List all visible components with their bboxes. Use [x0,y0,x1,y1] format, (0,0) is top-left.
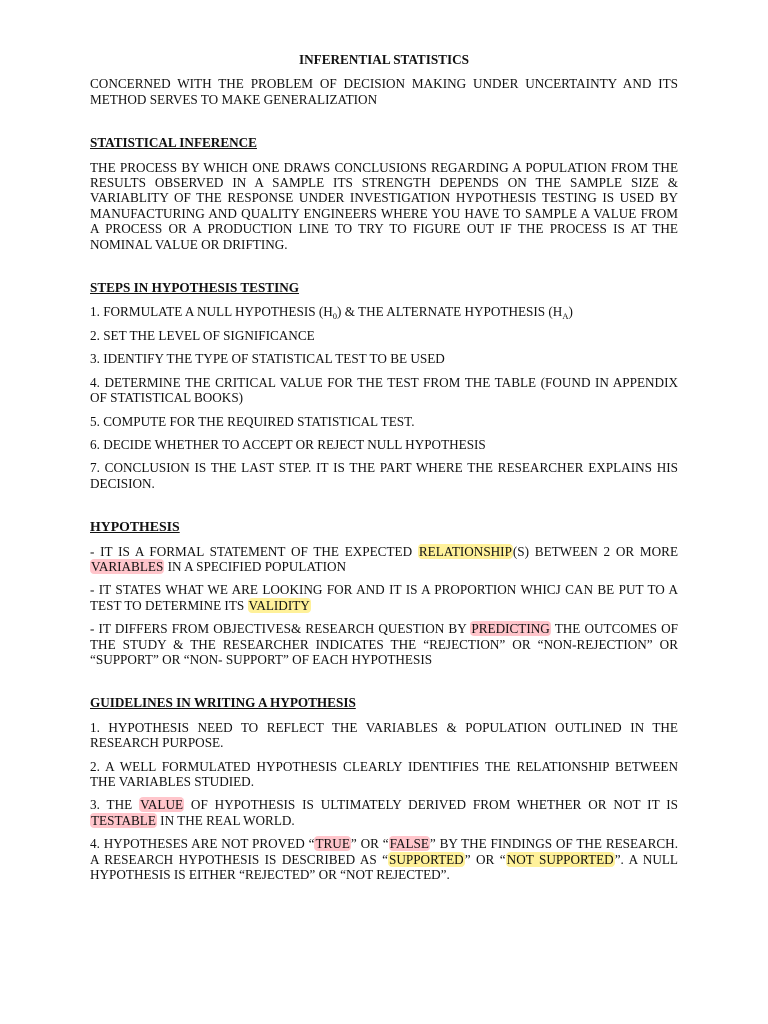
highlighted-term: RELATIONSHIP [418,543,512,559]
highlighted-term: NOT SUPPORTED [506,851,614,867]
guidelines-heading: GUIDELINES IN WRITING A HYPOTHESIS [90,695,356,711]
hypothesis-paragraph: - IT STATES WHAT WE ARE LOOKING FOR AND IT IS A PROPORTION WHICJ CAN BE PUT TO A TEST TO DETERMINE ITS VALIDITY [90,582,678,613]
highlighted-term: VALIDITY [248,597,310,613]
hypothesis-paragraph: - IT IS A FORMAL STATEMENT OF THE EXPECTED RELATIONSHIP(S) BETWEEN 2 OR MORE VARIABLES IN A SPECIFIED POPULATION [90,543,679,574]
alternate-hypothesis-subscript: A [562,311,569,322]
steps-heading: STEPS IN HYPOTHESIS TESTING [90,280,300,296]
step-item: 3. IDENTIFY THE TYPE OF STATISTICAL TEST TO BE USED [90,351,445,367]
step-item: 5. COMPUTE FOR THE REQUIRED STATISTICAL TEST. [90,413,415,429]
highlighted-term: PREDICTING [471,621,550,637]
step-item: 4. DETERMINE THE CRITICAL VALUE FOR THE TEST FROM THE TABLE (FOUND IN APPENDIX OF STATISTICAL BOOKS) [90,374,678,406]
intro-paragraph: CONCERNED WITH THE PROBLEM OF DECISION MAKING UNDER UNCERTAINTY AND ITS METHOD SERVES TO MAKE GENERALIZATION [90,76,678,107]
highlighted-term: TESTABLE [91,812,156,828]
guideline-item: 4. HYPOTHESES ARE NOT PROVED “TRUE” OR “FALSE” BY THE FINDINGS OF THE RESEARCH. A RESEARCH HYPOTHESIS IS DESCRIBED AS “SUPPORTED” OR “NOT SUPPORTED”. A NULL HYPOTHESIS IS EITHER “REJECTED” OR “NOT REJECTED”. [90,836,678,883]
guideline-item: 1. HYPOTHESIS NEED TO REFLECT THE VARIABLES & POPULATION OUTLINED IN THE RESEARCH PURPOSE. [90,719,678,751]
highlighted-term: TRUE [315,836,350,852]
statistical-inference-paragraph: THE PROCESS BY WHICH ONE DRAWS CONCLUSIONS REGARDING A POPULATION FROM THE RESULTS OBSERVED IN A SAMPLE ITS STRENGTH DEPENDS ON THE SAMPLE SIZE & VARIABLITY OF THE RESPONSE UNDER INVESTIGATION HYPOTHESIS TESTING IS USED BY MANUFACTURING AND QUALITY ENGINEERS WHERE YOU HAVE TO SAMPLE A VALUE FROM A PROCESS OR A PRODUCTION LINE TO TRY TO FIGURE OUT IF THE PROCESS IS AT THE NOMINAL VALUE OR DRIFTING. [90,159,678,252]
step-item: 1. FORMULATE A NULL HYPOTHESIS $(H_0)$ & THE ALTERNATE HYPOTHESIS $(H_A)$ [90,304,573,322]
step-item: 2. SET THE LEVEL OF SIGNIFICANCE [90,327,315,343]
highlighted-term: VALUE [140,797,184,813]
hypothesis-heading: HYPOTHESIS [90,519,180,535]
hypothesis-paragraph: - IT DIFFERS FROM OBJECTIVES& RESEARCH QUESTION BY PREDICTING THE OUTCOMES OF THE STUDY & THE RESEARCHER INDICATES THE “REJECTION” OR “NON-REJECTION” OR “SUPPORT” OR “NON- SUPPORT” OF EACH HYPOTHESIS [90,621,678,667]
document-title: INFERENTIAL STATISTICS [299,52,469,67]
step-item: 7. CONCLUSION IS THE LAST STEP. IT IS THE PART WHERE THE RESEARCHER EXPLAINS HIS DECISION. [90,460,678,491]
highlighted-term: FALSE [389,836,429,852]
document-page [90,52,678,882]
statistical-inference-heading: STATISTICAL INFERENCE [90,135,257,151]
guideline-item: 3. THE VALUE OF HYPOTHESIS IS ULTIMATELY DERIVED FROM WHETHER OR NOT IT IS TESTABLE IN THE REAL WORLD. [90,797,678,828]
highlighted-term: VARIABLES [91,558,164,574]
step-item: 6. DECIDE WHETHER TO ACCEPT OR REJECT NULL HYPOTHESIS [90,436,486,452]
highlighted-term: SUPPORTED [389,851,464,867]
null-hypothesis-subscript: 0 [332,311,338,322]
guideline-item: 2. A WELL FORMULATED HYPOTHESIS CLEARLY IDENTIFIES THE RELATIONSHIP BETWEEN THE VARIABLES STUDIED. [90,758,678,789]
